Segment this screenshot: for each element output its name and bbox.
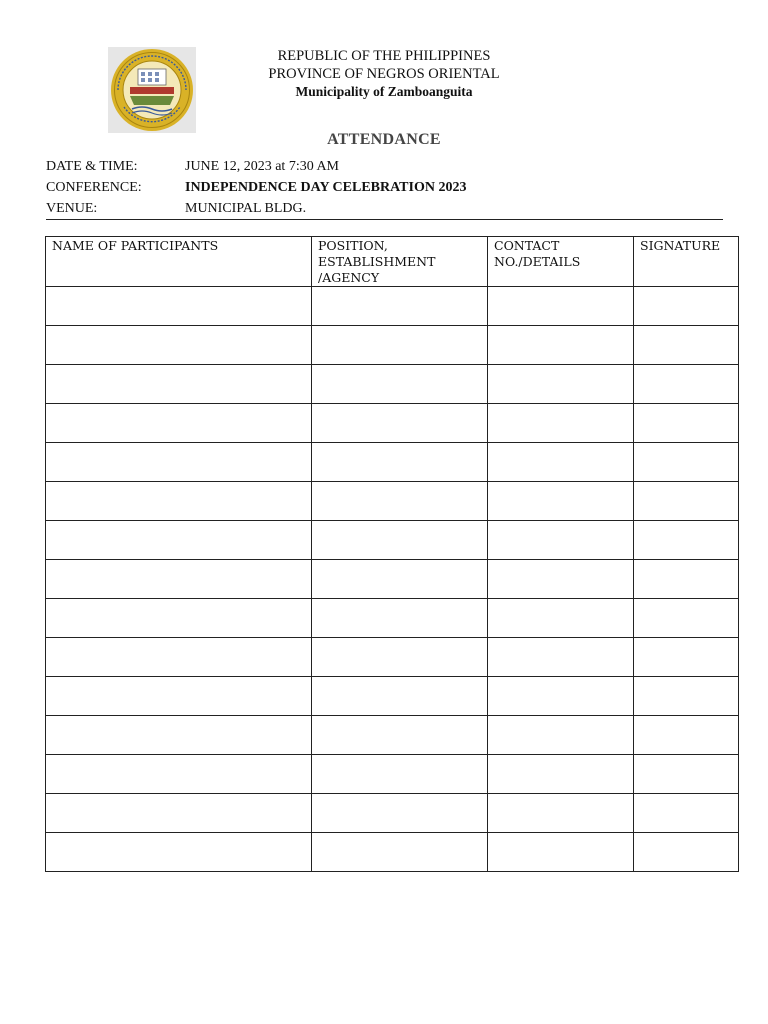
contact-cell[interactable]	[488, 365, 634, 404]
position-cell[interactable]	[312, 287, 488, 326]
signature-cell[interactable]	[634, 833, 739, 872]
table-row	[46, 443, 739, 482]
table-row	[46, 287, 739, 326]
participant-name-cell[interactable]	[46, 599, 312, 638]
signature-cell[interactable]	[634, 443, 739, 482]
contact-cell[interactable]	[488, 599, 634, 638]
participant-name-cell[interactable]	[46, 365, 312, 404]
table-row	[46, 833, 739, 872]
header-divider	[46, 219, 723, 220]
position-cell[interactable]	[312, 794, 488, 833]
position-cell[interactable]	[312, 833, 488, 872]
col-header-name: NAME OF PARTICIPANTS	[46, 237, 312, 287]
contact-cell[interactable]	[488, 482, 634, 521]
participant-name-cell[interactable]	[46, 287, 312, 326]
date-value: JUNE 12, 2023 at 7:30 AM	[185, 159, 339, 174]
participant-name-cell[interactable]	[46, 482, 312, 521]
participant-name-cell[interactable]	[46, 794, 312, 833]
signature-cell[interactable]	[634, 677, 739, 716]
contact-cell[interactable]	[488, 833, 634, 872]
contact-cell[interactable]	[488, 560, 634, 599]
table-row	[46, 521, 739, 560]
position-cell[interactable]	[312, 755, 488, 794]
contact-cell[interactable]	[488, 521, 634, 560]
conference-label: CONFERENCE:	[46, 180, 142, 195]
header-province: PROVINCE OF NEGROS ORIENTAL	[268, 66, 500, 82]
signature-cell[interactable]	[634, 521, 739, 560]
position-cell[interactable]	[312, 482, 488, 521]
venue-value: MUNICIPAL BLDG.	[185, 201, 307, 216]
table-row	[46, 482, 739, 521]
signature-cell[interactable]	[634, 482, 739, 521]
contact-cell[interactable]	[488, 716, 634, 755]
position-cell[interactable]	[312, 404, 488, 443]
participant-name-cell[interactable]	[46, 677, 312, 716]
signature-cell[interactable]	[634, 599, 739, 638]
position-cell[interactable]	[312, 326, 488, 365]
date-label: DATE & TIME:	[46, 159, 138, 174]
table-header-row	[46, 237, 739, 287]
table-row	[46, 560, 739, 599]
signature-cell[interactable]	[634, 326, 739, 365]
table-row	[46, 755, 739, 794]
table-row	[46, 365, 739, 404]
header-republic: REPUBLIC OF THE PHILIPPINES	[277, 48, 491, 64]
table-row	[46, 638, 739, 677]
contact-cell[interactable]	[488, 755, 634, 794]
table-row	[46, 326, 739, 365]
contact-cell[interactable]	[488, 794, 634, 833]
contact-cell[interactable]	[488, 443, 634, 482]
page-title: ATTENDANCE	[327, 131, 441, 148]
signature-cell[interactable]	[634, 716, 739, 755]
table-row	[46, 716, 739, 755]
col-header-position: POSITION, ESTABLISHMENT /AGENCY	[312, 237, 488, 287]
contact-cell[interactable]	[488, 638, 634, 677]
participant-name-cell[interactable]	[46, 521, 312, 560]
position-cell[interactable]	[312, 443, 488, 482]
participant-name-cell[interactable]	[46, 326, 312, 365]
position-cell[interactable]	[312, 638, 488, 677]
position-cell[interactable]	[312, 365, 488, 404]
header-municipality: Municipality of Zamboanguita	[295, 84, 473, 99]
signature-cell[interactable]	[634, 287, 739, 326]
col-header-signature: SIGNATURE	[634, 237, 739, 287]
signature-cell[interactable]	[634, 560, 739, 599]
signature-cell[interactable]	[634, 365, 739, 404]
signature-cell[interactable]	[634, 755, 739, 794]
table-row	[46, 599, 739, 638]
participant-name-cell[interactable]	[46, 443, 312, 482]
position-cell[interactable]	[312, 521, 488, 560]
participant-name-cell[interactable]	[46, 755, 312, 794]
contact-cell[interactable]	[488, 287, 634, 326]
participant-name-cell[interactable]	[46, 638, 312, 677]
table-row	[46, 404, 739, 443]
signature-cell[interactable]	[634, 404, 739, 443]
contact-cell[interactable]	[488, 404, 634, 443]
signature-cell[interactable]	[634, 794, 739, 833]
participant-name-cell[interactable]	[46, 716, 312, 755]
participant-name-cell[interactable]	[46, 404, 312, 443]
table-row	[46, 677, 739, 716]
table-row	[46, 794, 739, 833]
position-cell[interactable]	[312, 560, 488, 599]
col-header-contact: CONTACT NO./DETAILS	[488, 237, 634, 287]
venue-label: VENUE:	[46, 201, 98, 216]
signature-cell[interactable]	[634, 638, 739, 677]
participant-name-cell[interactable]	[46, 833, 312, 872]
position-cell[interactable]	[312, 716, 488, 755]
position-cell[interactable]	[312, 677, 488, 716]
position-cell[interactable]	[312, 599, 488, 638]
contact-cell[interactable]	[488, 677, 634, 716]
conference-value: INDEPENDENCE DAY CELEBRATION 2023	[185, 180, 467, 195]
attendance-table	[45, 236, 739, 872]
participant-name-cell[interactable]	[46, 560, 312, 599]
contact-cell[interactable]	[488, 326, 634, 365]
